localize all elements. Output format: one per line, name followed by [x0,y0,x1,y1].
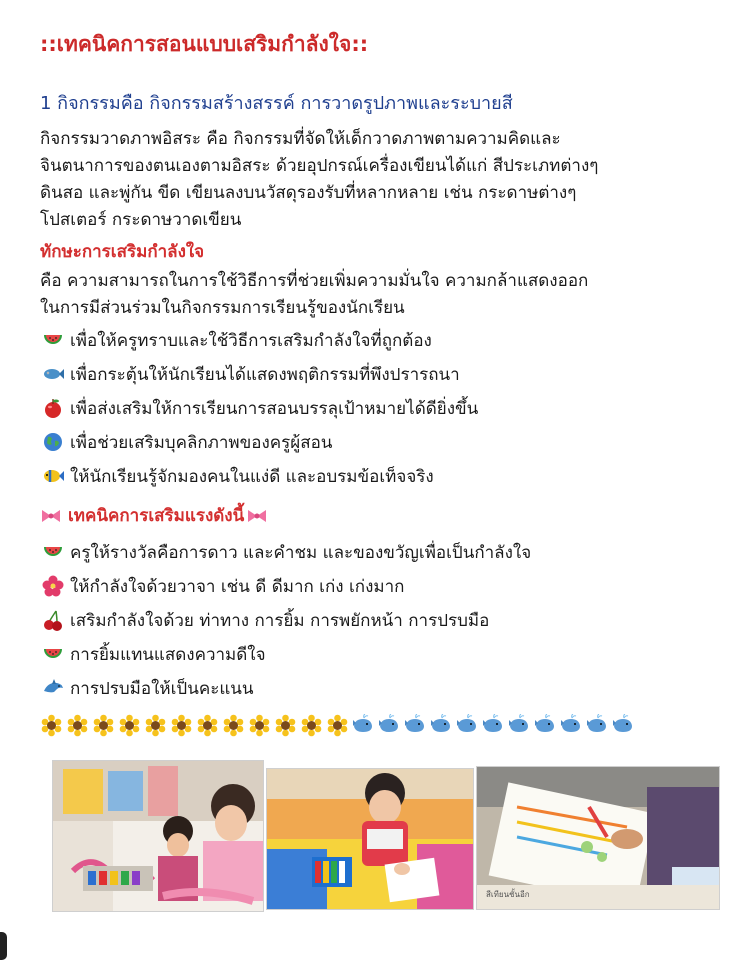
whale-icon [560,714,583,737]
sunflower-icon [40,714,63,737]
activity-subtitle: 1 กิจกรรมคือ กิจกรรมสร้างสรรค์ การวาดรูปภาพและระบายสี [40,93,513,114]
skill-item-text: เพื่อให้ครูทราบและใช้วิธีการเสริมกำลังใจที่ถูกต้อง [70,330,432,351]
whale-icon [612,714,635,737]
skill-item [42,462,434,490]
boy-drawing-photo [266,768,474,910]
whale-icon [352,714,375,737]
ribbon-icon [40,505,62,527]
technique-item-text: การยิ้มแทนแสดงความดีใจ [70,644,266,665]
whale-icon [586,714,609,737]
technique-item-text: ครูให้รางวัลคือการดาว และคำชม และของขวัญเพื่อเป็นกำลังใจ [70,542,532,563]
skill-heading: ทักษะการเสริมกำลังใจ [40,242,205,262]
technique-item-text: เสริมกำลังใจด้วย ท่าทาง การยิ้ม การพยักหน้า การปรบมือ [70,610,490,631]
description-line: โปสเตอร์ กระดาษวาดเขียน [40,210,242,230]
technique-item [42,538,531,566]
apple-icon [42,397,64,419]
technique-item-text: การปรบมือให้เป็นคะแนน [70,678,254,699]
sunflower-icon [170,714,193,737]
definition-line: ในการมีส่วนร่วมในกิจกรรมการเรียนรู้ของนักเรียน [40,298,405,318]
skill-item [42,360,460,388]
decoration-row [40,712,638,738]
tropical-fish-icon [42,465,64,487]
scroll-tab [0,932,7,960]
sunflower-icon [274,714,297,737]
children-painting-photo [52,760,264,912]
skill-item [42,326,432,354]
sunflower-icon [144,714,167,737]
description-paragraph [40,126,720,234]
watermelon-icon [42,329,64,351]
whale-icon [534,714,557,737]
sunflower-icon [92,714,115,737]
skill-definition [40,268,588,322]
skill-item-text: เพื่อส่งเสริมให้การเรียนการสอนบรรลุเป้าหมายได้ดียิ่งขึ้น [70,398,479,419]
photo-caption: สีเทียนชั้นอีก [486,890,530,899]
fish-icon [42,363,64,385]
whale-icon [404,714,427,737]
technique-item [42,674,254,702]
cherries-icon [42,609,64,631]
description-line: จินตนาการของตนเองตามอิสระ ด้วยอุปกรณ์เครื่องเขียนได้แก่ สีประเภทต่างๆ [40,156,599,176]
sunflower-icon [66,714,89,737]
technique-item [42,606,489,634]
sunflower-icon [248,714,271,737]
skill-item [42,428,332,456]
sunflower-icon [326,714,349,737]
sunflower-icon [222,714,245,737]
technique-heading [40,502,274,529]
skill-item-text: เพื่อกระตุ้นให้นักเรียนได้แสดงพฤติกรรมที่พึงปรารถนา [70,364,460,385]
globe-icon [42,431,64,453]
description-line: กิจกรรมวาดภาพอิสระ คือ กิจกรรมที่จัดให้เด็กวาดภาพตามความคิดและ [40,129,561,149]
whale-icon [378,714,401,737]
watermelon-icon [42,643,64,665]
technique-item [42,572,404,600]
hibiscus-icon [42,575,64,597]
sunflower-icon [196,714,219,737]
whale-icon [430,714,453,737]
watermelon-icon [42,541,64,563]
description-line: ดินสอ และพู่กัน ขีด เขียนลงบนวัสดุรองรับที่หลากหลาย เช่น กระดาษต่างๆ [40,183,577,203]
technique-item-text: ให้กำลังใจด้วยวาจา เช่น ดี ดีมาก เก่ง เก่งมาก [70,576,405,597]
sunflower-icon [118,714,141,737]
whale-icon [482,714,505,737]
technique-item [42,640,266,668]
dolphin-icon [42,677,64,699]
whale-icon [456,714,479,737]
skill-item [42,394,478,422]
definition-line: คือ ความสามารถในการใช้วิธีการที่ช่วยเพิ่มความมั่นใจ ความกล้าแสดงออก [40,271,589,291]
sunflower-icon [300,714,323,737]
page-title: ::เทคนิคการสอนแบบเสริมกำลังใจ:: [40,32,369,56]
skill-item-text: ให้นักเรียนรู้จักมองคนในแง่ดี และอบรมข้อเท็จจริง [70,466,434,487]
skill-item-text: เพื่อช่วยเสริมบุคลิกภาพของครูผู้สอน [70,432,333,453]
whale-icon [508,714,531,737]
ribbon-icon [246,505,268,527]
technique-heading-text: เทคนิคการเสริมแรงดังนี้ [68,506,245,526]
